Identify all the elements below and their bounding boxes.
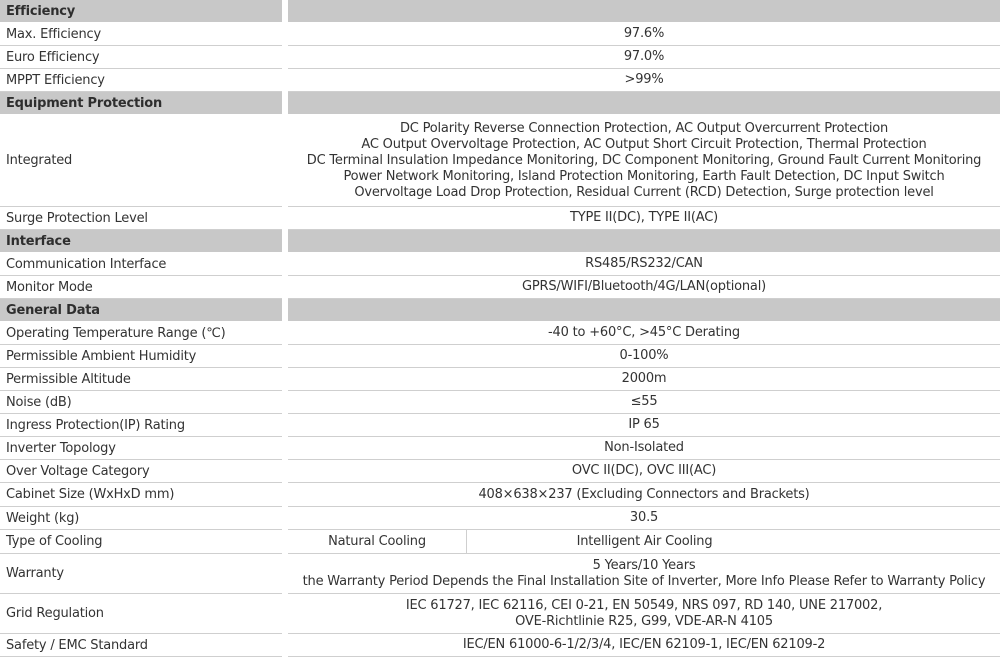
spec-row-max-efficiency: [0, 23, 1000, 46]
row-label: Safety / EMC Standard: [0, 634, 282, 657]
value-line: DC Polarity Reverse Connection Protection, AC Output Overcurrent Protection: [399, 120, 889, 136]
section-header-equipment-protection: [0, 92, 1000, 115]
spec-row-cooling: [0, 530, 1000, 554]
spec-row-overvoltage-category: [0, 460, 1000, 483]
row-value: IEC/EN 61000-6-1/2/3/4, IEC/EN 62109-1, IEC/EN 62109-2: [288, 634, 1000, 657]
spec-row-euro-efficiency: [0, 46, 1000, 69]
spec-row-weight: [0, 507, 1000, 530]
spec-row-surge-protection: [0, 207, 1000, 230]
section-bar: [288, 299, 1000, 322]
row-label: MPPT Efficiency: [0, 69, 282, 92]
row-label: Grid Regulation: [0, 594, 282, 634]
row-label: Weight (kg): [0, 507, 282, 530]
row-label: Permissible Altitude: [0, 368, 282, 391]
spec-row-grid-regulation: [0, 594, 1000, 634]
row-value-multiline: [288, 594, 1000, 634]
value-line: OVE-Richtlinie R25, G99, VDE-AR-N 4105: [515, 613, 773, 629]
spec-row-altitude: [0, 368, 1000, 391]
row-value: -40 to +60°C, >45°C Derating: [288, 322, 1000, 345]
spec-row-ambient-humidity: [0, 345, 1000, 368]
row-label: Integrated: [0, 115, 282, 207]
value-line: Overvoltage Load Drop Protection, Residual Current (RCD) Detection, Surge protection level: [354, 184, 934, 200]
spec-row-safety-emc: [0, 634, 1000, 657]
row-value-multiline: [288, 115, 1000, 207]
cooling-natural: Natural Cooling: [288, 530, 467, 553]
row-value: IP 65: [288, 414, 1000, 437]
section-title: Interface: [0, 230, 282, 253]
row-value: TYPE II(DC), TYPE II(AC): [288, 207, 1000, 230]
value-line: 5 Years/10 Years: [592, 557, 696, 573]
value-line: DC Terminal Insulation Impedance Monitoring, DC Component Monitoring, Ground Fault Current Monitoring: [306, 152, 982, 168]
row-value: 97.0%: [288, 46, 1000, 69]
row-value: 97.6%: [288, 23, 1000, 46]
spec-row-mppt-efficiency: [0, 69, 1000, 92]
row-label: Surge Protection Level: [0, 207, 282, 230]
section-bar: [288, 230, 1000, 253]
spec-row-topology: [0, 437, 1000, 460]
row-value: 0-100%: [288, 345, 1000, 368]
row-label: Euro Efficiency: [0, 46, 282, 69]
row-value-split: [288, 530, 1000, 554]
value-line: Power Network Monitoring, Island Protection Monitoring, Earth Fault Detection, DC Input Switch: [343, 168, 945, 184]
section-header-general-data: [0, 299, 1000, 322]
row-value: GPRS/WIFI/Bluetooth/4G/LAN(optional): [288, 276, 1000, 299]
section-title: Equipment Protection: [0, 92, 282, 115]
spec-row-ip-rating: [0, 414, 1000, 437]
row-label: Permissible Ambient Humidity: [0, 345, 282, 368]
row-label: Max. Efficiency: [0, 23, 282, 46]
value-line: AC Output Overvoltage Protection, AC Output Short Circuit Protection, Thermal Protection: [361, 136, 927, 152]
spec-row-communication-interface: [0, 253, 1000, 276]
row-value: 408×638×237 (Excluding Connectors and Brackets): [288, 483, 1000, 507]
spec-row-warranty: [0, 554, 1000, 594]
spec-row-operating-temperature: [0, 322, 1000, 345]
row-label: Monitor Mode: [0, 276, 282, 299]
row-label: Warranty: [0, 554, 282, 594]
row-label: Over Voltage Category: [0, 460, 282, 483]
row-value: >99%: [288, 69, 1000, 92]
row-value: RS485/RS232/CAN: [288, 253, 1000, 276]
section-header-efficiency: [0, 0, 1000, 23]
row-label: Cabinet Size (WxHxD mm): [0, 483, 282, 507]
row-value: OVC II(DC), OVC III(AC): [288, 460, 1000, 483]
row-label: Operating Temperature Range (℃): [0, 322, 282, 345]
cooling-intelligent: Intelligent Air Cooling: [576, 533, 713, 549]
row-value: Non-Isolated: [288, 437, 1000, 460]
row-value: 30.5: [288, 507, 1000, 530]
row-label: Ingress Protection(IP) Rating: [0, 414, 282, 437]
row-label: Communication Interface: [0, 253, 282, 276]
section-bar: [288, 0, 1000, 23]
value-line: the Warranty Period Depends the Final Installation Site of Inverter, More Info Please Refer to Warranty Policy: [302, 573, 986, 589]
row-value: 2000m: [288, 368, 1000, 391]
section-title: Efficiency: [0, 0, 282, 23]
section-title: General Data: [0, 299, 282, 322]
value-line: IEC 61727, IEC 62116, CEI 0-21, EN 50549, NRS 097, RD 140, UNE 217002,: [405, 597, 883, 613]
spec-row-monitor-mode: [0, 276, 1000, 299]
section-header-interface: [0, 230, 1000, 253]
spec-row-noise: [0, 391, 1000, 414]
row-value-multiline: [288, 554, 1000, 594]
row-label: Inverter Topology: [0, 437, 282, 460]
spec-row-cabinet-size: [0, 483, 1000, 507]
section-bar: [288, 92, 1000, 115]
spec-row-integrated: [0, 115, 1000, 207]
row-value: ≤55: [288, 391, 1000, 414]
row-label: Type of Cooling: [0, 530, 282, 554]
row-label: Noise (dB): [0, 391, 282, 414]
